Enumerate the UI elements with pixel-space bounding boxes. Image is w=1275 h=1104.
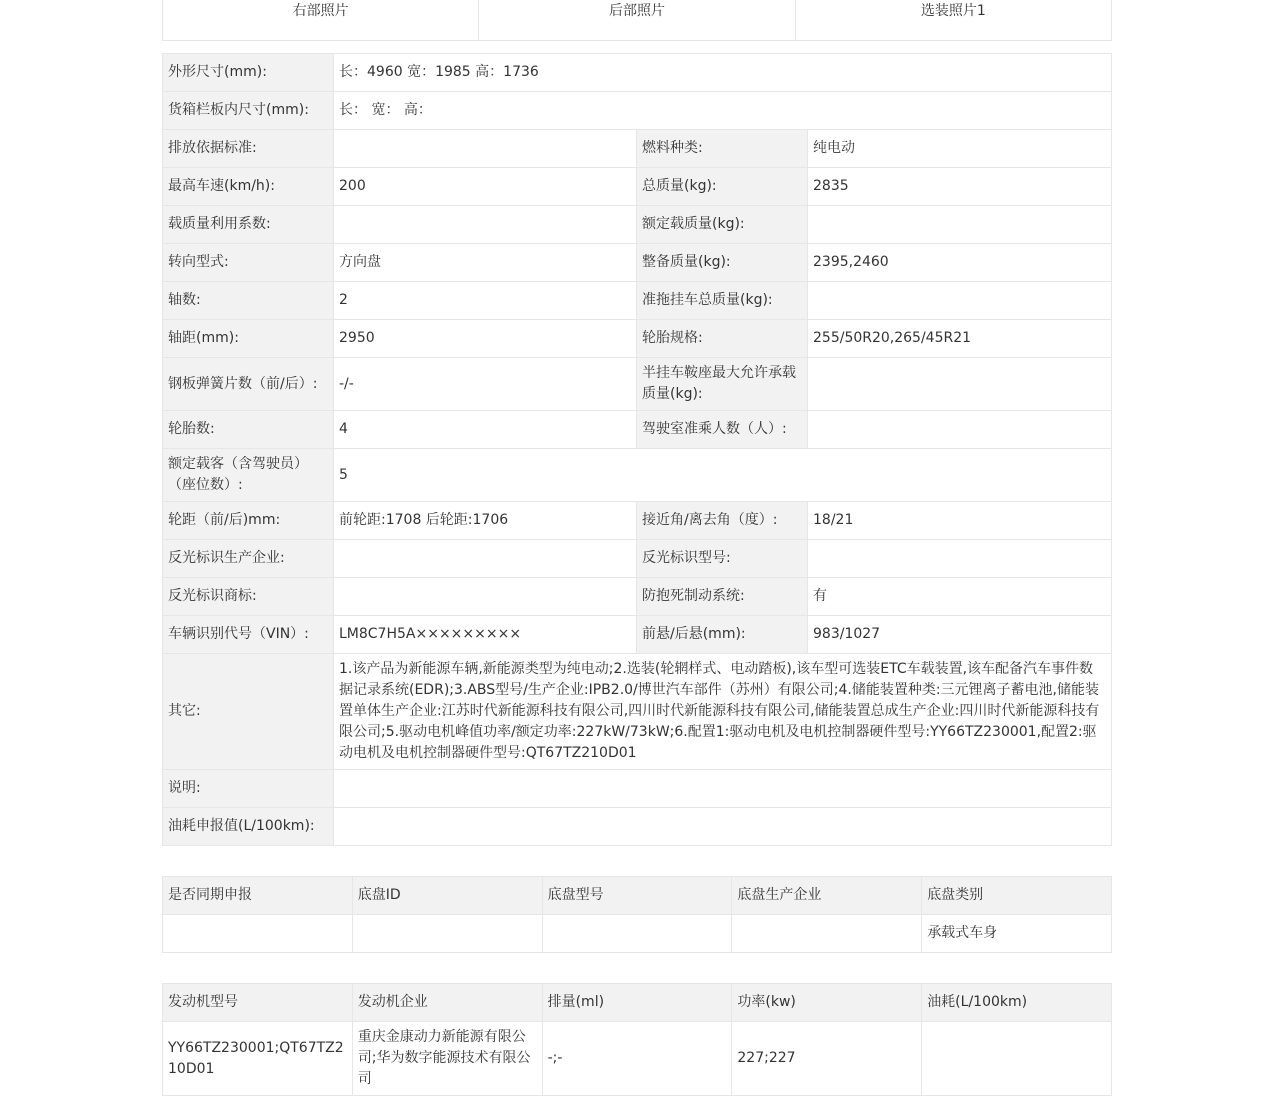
- spec-label: 额定载质量(kg):: [637, 206, 808, 244]
- spec-label: 反光标识商标:: [163, 578, 334, 616]
- spec-label: 车辆识别代号（VIN）:: [163, 616, 334, 654]
- spec-label: 转向型式:: [163, 244, 334, 282]
- spec-label: 载质量利用系数:: [163, 206, 334, 244]
- spec-label: 轮胎规格:: [637, 320, 808, 358]
- engine-header: 功率(kw): [732, 984, 922, 1022]
- spec-value: 2835: [808, 168, 1112, 206]
- engine-cell: [922, 1022, 1112, 1096]
- engine-cell: -;-: [542, 1022, 732, 1096]
- other-label: 其它:: [163, 654, 334, 770]
- chassis-cell: [163, 915, 353, 953]
- chassis-header: 底盘生产企业: [732, 877, 922, 915]
- spec-value: -/-: [334, 358, 637, 411]
- spec-label: 钢板弹簧片数（前/后）:: [163, 358, 334, 411]
- spec-value: [808, 358, 1112, 411]
- spec-label: 轴数:: [163, 282, 334, 320]
- spec-value: 18/21: [808, 502, 1112, 540]
- spec-value: 方向盘: [334, 244, 637, 282]
- spec-value: 200: [334, 168, 637, 206]
- spec-label: 反光标识型号:: [637, 540, 808, 578]
- fuel-consumption-label: 油耗申报值(L/100km):: [163, 808, 334, 846]
- engine-header: 排量(ml): [542, 984, 732, 1022]
- spec-value: 4: [334, 411, 637, 449]
- chassis-header: 底盘ID: [352, 877, 542, 915]
- spec-label: 半挂车鞍座最大允许承载质量(kg):: [637, 358, 808, 411]
- spec-value: [808, 206, 1112, 244]
- photo-label-rear: 后部照片: [479, 0, 795, 41]
- spec-value: 983/1027: [808, 616, 1112, 654]
- photo-table: [162, 0, 1112, 41]
- spec-value: [334, 130, 637, 168]
- dimensions-value: 长：4960 宽：1985 高：1736: [334, 54, 1112, 92]
- spec-label: 反光标识生产企业:: [163, 540, 334, 578]
- cargo-dimensions-label: 货箱栏板内尺寸(mm):: [163, 92, 334, 130]
- chassis-header: 底盘型号: [542, 877, 732, 915]
- note-value: [334, 770, 1112, 808]
- fuel-consumption-value: [334, 808, 1112, 846]
- chassis-header: 是否同期申报: [163, 877, 353, 915]
- chassis-cell: [542, 915, 732, 953]
- spec-value: 2950: [334, 320, 637, 358]
- seats-label: 额定载客（含驾驶员）（座位数）:: [163, 449, 334, 502]
- spec-label: 轮距（前/后)mm:: [163, 502, 334, 540]
- spec-label: 轮胎数:: [163, 411, 334, 449]
- cargo-dimensions-value: 长： 宽： 高：: [334, 92, 1112, 130]
- chassis-cell: [352, 915, 542, 953]
- engine-header: 发动机型号: [163, 984, 353, 1022]
- seats-value: 5: [334, 449, 1112, 502]
- chassis-cell: [732, 915, 922, 953]
- vin-value: LM8C7H5A×××××××××: [334, 616, 637, 654]
- spec-label: 排放依据标准:: [163, 130, 334, 168]
- dimensions-label: 外形尺寸(mm):: [163, 54, 334, 92]
- spec-value: [808, 540, 1112, 578]
- spec-label: 接近角/离去角（度）:: [637, 502, 808, 540]
- note-label: 说明:: [163, 770, 334, 808]
- engine-cell: 重庆金康动力新能源有限公司;华为数字能源技术有限公司: [352, 1022, 542, 1096]
- engine-table: [162, 983, 1112, 1096]
- spec-value: 纯电动: [808, 130, 1112, 168]
- spec-label: 防抱死制动系统:: [637, 578, 808, 616]
- spec-value: [334, 578, 637, 616]
- spec-value: 255/50R20,265/45R21: [808, 320, 1112, 358]
- spec-label: 驾驶室准乘人数（人）:: [637, 411, 808, 449]
- spec-value: [334, 206, 637, 244]
- engine-header: 发动机企业: [352, 984, 542, 1022]
- chassis-cell: 承载式车身: [922, 915, 1112, 953]
- spec-table: [162, 53, 1112, 846]
- chassis-table: [162, 876, 1112, 953]
- spec-value: [334, 540, 637, 578]
- spec-label: 轴距(mm):: [163, 320, 334, 358]
- spec-label: 总质量(kg):: [637, 168, 808, 206]
- engine-header: 油耗(L/100km): [922, 984, 1112, 1022]
- photo-label-optional: 选装照片1: [795, 0, 1111, 41]
- other-value: 1.该产品为新能源车辆,新能源类型为纯电动;2.选装(轮辋样式、电动踏板),该车型可选装ETC车载装置,该车配备汽车事件数据记录系统(EDR);3.ABS型号/生产企业:IPB2.0/博世汽车部件（苏州）有限公司;4.储能装置种类:三元锂离子蓄电池,储能装置单体生产企业:江苏时代新能源科技有限公司,四川时代新能源科技有限公司,储能装置总成生产企业:四川时代新能源科技有限公司;5.驱动电机峰值功率/额定功率:227kW/73kW;6.配置1:驱动电机及电机控制器硬件型号:YY66TZ230001,配置2:驱动电机及电机控制器硬件型号:QT67TZ210D01: [334, 654, 1112, 770]
- spec-label: 最高车速(km/h):: [163, 168, 334, 206]
- engine-cell: YY66TZ230001;QT67TZ210D01: [163, 1022, 353, 1096]
- spec-label: 整备质量(kg):: [637, 244, 808, 282]
- engine-cell: 227;227: [732, 1022, 922, 1096]
- spec-value: [808, 411, 1112, 449]
- spec-label: 前悬/后悬(mm):: [637, 616, 808, 654]
- spec-value: 前轮距:1708 后轮距:1706: [334, 502, 637, 540]
- spec-value: 2395,2460: [808, 244, 1112, 282]
- spec-label: 燃料种类:: [637, 130, 808, 168]
- spec-value: 有: [808, 578, 1112, 616]
- chassis-header: 底盘类别: [922, 877, 1112, 915]
- spec-label: 准拖挂车总质量(kg):: [637, 282, 808, 320]
- spec-value: 2: [334, 282, 637, 320]
- spec-value: [808, 282, 1112, 320]
- photo-label-right: 右部照片: [163, 0, 479, 41]
